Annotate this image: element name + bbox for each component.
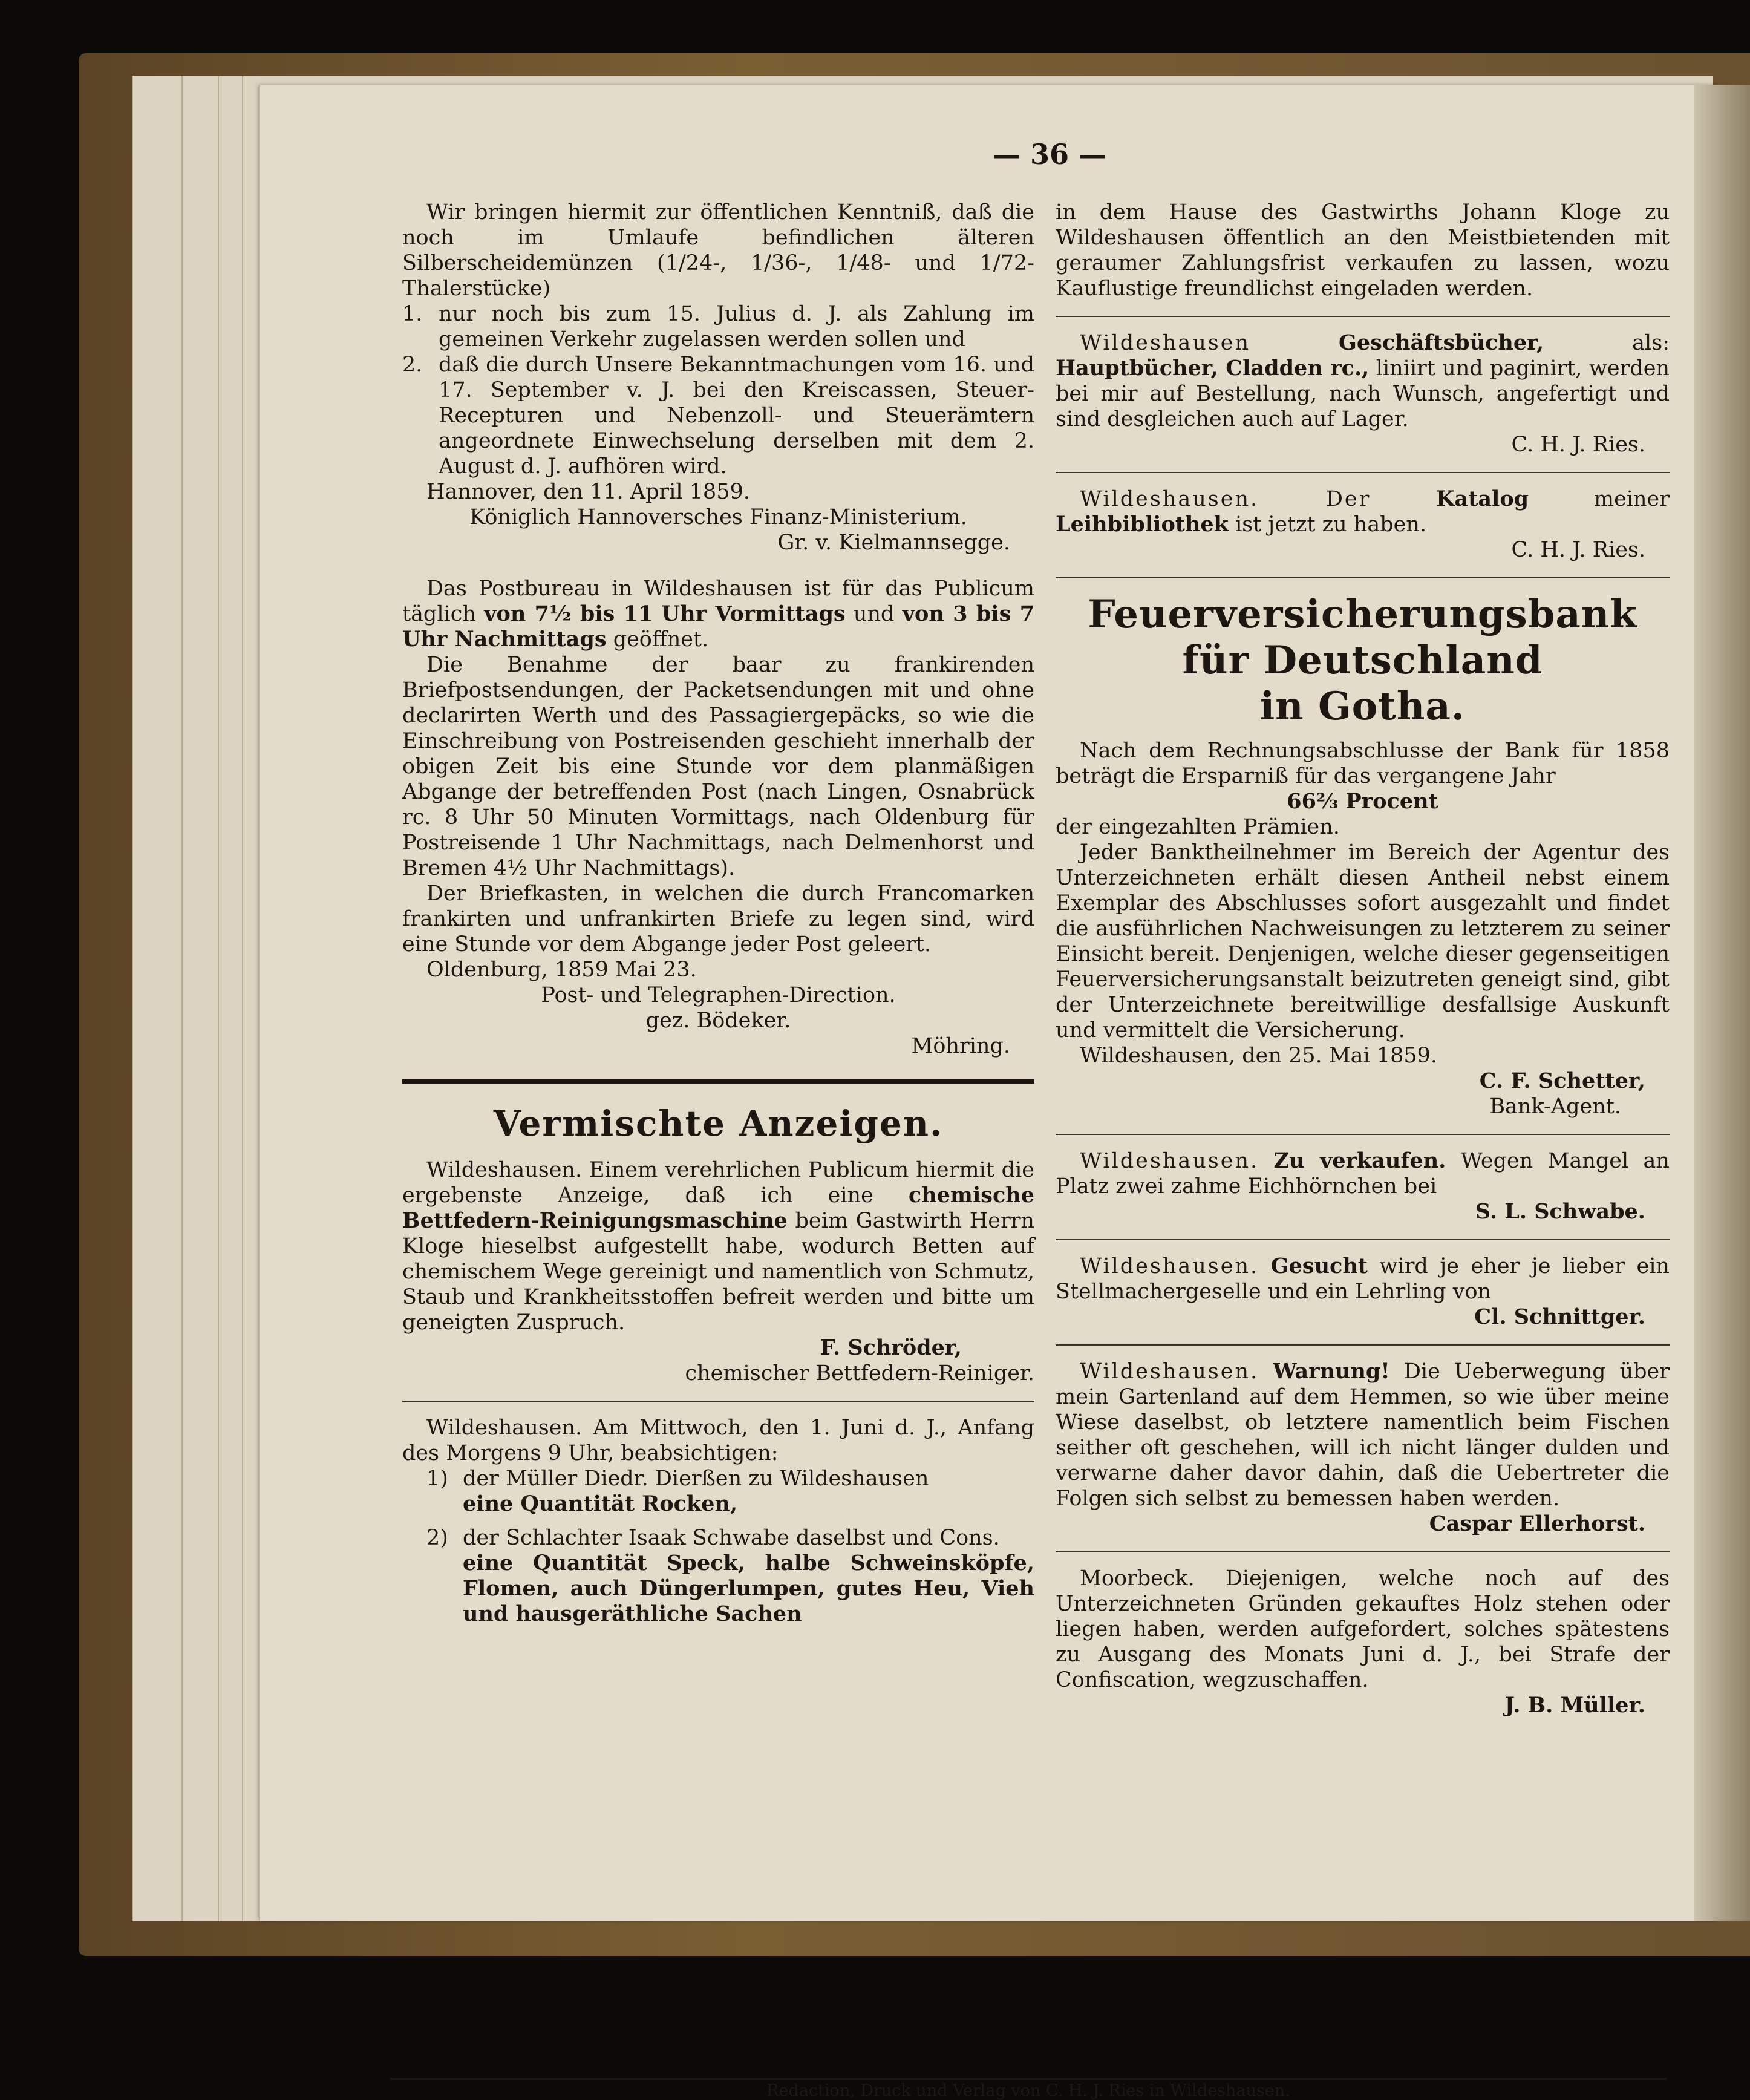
signature: Gr. v. Kielmannsegge. (777, 531, 1010, 555)
divider (402, 1079, 1034, 1084)
ad-title: Feuerversicherungsbank für Deutschland (1088, 592, 1637, 683)
divider (1056, 1134, 1670, 1135)
item-body (463, 1466, 1034, 1517)
signature: C. F. Schetter, (1479, 1068, 1645, 1093)
signature-title: Bank-Agent. (1489, 1094, 1621, 1119)
ad-warning (1056, 1359, 1670, 1537)
post-hours-text (402, 576, 1034, 652)
ad-account-books (1056, 330, 1670, 457)
paragraph (1056, 1359, 1670, 1511)
right-column (1056, 200, 1670, 1718)
text: Wildeshausen. Der (1080, 487, 1371, 511)
authority: Post- und Telegraphen-Direction. (541, 983, 896, 1007)
imprint: Redaction, Druck und Verlag von C. H. J. Ries in Wildeshausen. (766, 2081, 1290, 2100)
ad-bedfeather (402, 1157, 1034, 1386)
signature: C. H. J. Ries. (1511, 538, 1645, 562)
divider (1056, 1344, 1670, 1346)
text: wird je eher je lieber ein Stellmachergeselle und ein Lehrling von (1056, 1254, 1670, 1304)
list-item (402, 301, 1034, 352)
signature: Caspar Ellerhorst. (1429, 1511, 1645, 1536)
place-date: Oldenburg, 1859 Mai 23. (426, 958, 697, 982)
item-goods: eine Quantität Speck, halbe Schweinsköpfe, Flomen, auch Düngerlumpen, gutes Heu, Vieh und hausgeräthliche Sachen (463, 1551, 1034, 1626)
paragraph: Die Benahme der baar zu frankirenden Briefpostsendungen, der Packetsendungen mit und ohne declarirten Werth und des Passagiergepäcks, so wie die Einschreibung von Postreisenden geschieht innerhalb der obigen Zeit bis eine Stunde vor dem planmäßigen Abgange der betreffenden Post (nach Lingen, Osnabrück rc. 8 Uhr 50 Minuten Vormittags, nach Oldenburg für Postreisende 1 Uhr Nachmittags, nach Delmenhorst und Bremen 4½ Uhr Nachmittags). (402, 653, 1034, 880)
paragraph: Wildeshausen. Am Mittwoch, den 1. Juni d. J., Anfang des Morgens 9 Uhr, beabsichtigen: (402, 1416, 1034, 1465)
divider (1056, 316, 1670, 317)
auction-list (402, 1466, 1034, 1627)
text: geöffnet. (613, 627, 709, 652)
text: ist jetzt zu haben. (1235, 512, 1426, 537)
paragraph: Der Briefkasten, in welchen die durch Francomarken frankirten und unfrankirten Briefe zu legen sind, wird eine Stunde vor dem Abgange jeder Post geleert. (402, 882, 1034, 957)
book-gutter (1694, 85, 1750, 1921)
divider (1056, 1551, 1670, 1552)
hours-afternoon: von 3 bis 7 Uhr Nachmittags (402, 601, 1034, 652)
item-number: 1. (402, 302, 423, 326)
item-text: der Müller Diedr. Dierßen zu Wildeshausen (463, 1467, 929, 1491)
paragraph (1056, 330, 1670, 432)
text: liniirt und paginirt, werden bei mir auf Bestellung, nach Wunsch, angefertigt und sind desgleichen auch auf Lager. (1056, 356, 1670, 431)
footer-rule (390, 2078, 1667, 2080)
text: Das Postbureau in Wildeshausen ist für das Publicum täglich (402, 577, 1034, 626)
item-text: daß die durch Unsere Bekanntmachungen vom 16. und 17. September v. J. bei den Kreiscassen, Steuer-Recepturen und Nebenzoll- und Steuerämtern angeordnete Einwechselung derselben mit dem 2. August d. J. aufhören wird. (439, 353, 1034, 479)
signature: F. Schröder, (820, 1335, 962, 1360)
signature: C. H. J. Ries. (1511, 433, 1645, 457)
paragraph: in dem Hause des Gastwirths Johann Kloge zu Wildeshausen öffentlich an den Meistbietenden mit geraumer Zahlungsfrist verkaufen zu lassen, wozu Kauflustige freundlichst eingeladen werden. (1056, 200, 1670, 301)
ad-library (1056, 486, 1670, 563)
notice-list (402, 301, 1034, 479)
item-text: nur noch bis zum 15. Julius d. J. als Zahlung im gemeinen Verkehr zugelassen werden sollen und (439, 302, 1034, 352)
text: Wegen Mangel an Platz zwei zahme Eichhörnchen bei (1056, 1149, 1670, 1199)
place-date: Wildeshausen, den 25. Mai 1859. (1080, 1044, 1438, 1068)
notice-post-office (402, 576, 1034, 1059)
authority: Königlich Hannoversches Finanz-Ministerium. (469, 505, 967, 529)
divider (1056, 472, 1670, 473)
text: und (853, 602, 895, 626)
highlight: Geschäftsbücher, (1338, 330, 1544, 355)
signature: S. L. Schwabe. (1475, 1199, 1645, 1224)
text: Wildeshausen. (1080, 1149, 1259, 1173)
signature: Cl. Schnittger. (1474, 1304, 1645, 1329)
ad-title: in Gotha. (1259, 684, 1466, 729)
paragraph: Moorbeck. Diejenigen, welche noch auf des Unterzeichneten Gründen gekauftes Holz stehen oder liegen haben, werden aufgefordert, solches spätestens zu Ausgang des Monats Juni d. J., bei Strafe der Confiscation, wegzuschaffen. (1056, 1566, 1670, 1692)
highlight: Leihbibliothek (1056, 512, 1229, 537)
highlight: Zu verkaufen. (1273, 1148, 1446, 1173)
notice-intro: Wir bringen hiermit zur öffentlichen Kenntniß, daß die noch im Umlaufe befindlichen älteren Silberscheidemünzen (1/24-, 1/36-, 1/48- und 1/72-Thalerstücke) (402, 200, 1034, 301)
highlight: Warnung! (1273, 1359, 1390, 1384)
text: Wildeshausen. (1080, 1359, 1259, 1384)
item-number: 2) (426, 1526, 448, 1550)
highlight: chemische Bettfedern-Reinigungsmaschine (402, 1183, 1034, 1233)
divider (1056, 1239, 1670, 1240)
paragraph (402, 1157, 1034, 1335)
paragraph (1056, 1254, 1670, 1304)
item-text: der Schlachter Isaak Schwabe daselbst und Cons. (463, 1526, 1000, 1550)
text: Wildeshausen. Einem verehrlichen Publicum hiermit die ergebenste Anzeige, daß ich eine (402, 1158, 1034, 1208)
signature: J. B. Müller. (1504, 1693, 1645, 1718)
text: als: (1632, 331, 1670, 355)
text: Wildeshausen (1080, 331, 1250, 355)
text: beim Gastwirth Herrn Kloge hieselbst aufgestellt habe, wodurch Betten auf chemischem Wege gereinigt und namentlich von Schmutz, Staub und Krankheitsstoffen befreit werden und bitte um geneigten Zuspruch. (402, 1209, 1034, 1335)
paragraph (1056, 1148, 1670, 1199)
list-item (402, 352, 1034, 479)
ad-squirrels (1056, 1148, 1670, 1225)
left-column (402, 200, 1034, 1627)
signature: Möhring. (911, 1034, 1010, 1058)
item-number: 2. (402, 353, 423, 377)
divider (1056, 577, 1670, 578)
highlight: Hauptbücher, Cladden rc., (1056, 356, 1370, 381)
text: Die Ueberwegung über mein Gartenland auf dem Hemmen, so wie über meine Wiese daselbst, ob letztere namentlich beim Fischen seither oft geschehen, will ich nicht länger dulden und verwarne daher davor dahin, daß die Uebertreter die Folgen sich selbst zu bemessen haben werden. (1056, 1359, 1670, 1511)
text: Wildeshausen. (1080, 1254, 1259, 1278)
place-date: Hannover, den 11. April 1859. (426, 480, 750, 504)
signature: gez. Bödeker. (645, 1009, 791, 1033)
ad-auction (402, 1415, 1034, 1627)
section-title: Vermischte Anzeigen. (493, 1103, 944, 1144)
ad-fire-insurance (1056, 592, 1670, 1119)
text: meiner (1593, 487, 1670, 511)
divider (402, 1401, 1034, 1402)
highlight: Gesucht (1270, 1254, 1368, 1278)
item-number: 1) (426, 1467, 448, 1491)
paragraph: Jeder Banktheilnehmer im Bereich der Agentur des Unterzeichneten erhält diesen Antheil nebst einem Exemplar des Abschlusses sofort ausgezahlt und findet die ausführlichen Nachweisungen zu letzterem zu seiner Einsicht bereit. Denjenigen, welche dieser gegenseitigen Feuerversicherungsanstalt beizutreten geneigt sind, gibt der Unterzeichnete bereitwillige desfallsige Auskunft und vermittelt die Versicherung. (1056, 840, 1670, 1042)
signature-title: chemischer Bettfedern-Reiniger. (685, 1361, 1034, 1385)
highlight: 66⅔ Procent (1287, 789, 1438, 814)
ad-wanted (1056, 1254, 1670, 1330)
item-goods: eine Quantität Rocken, (463, 1491, 738, 1516)
paragraph: Nach dem Rechnungsabschlusse der Bank für 1858 beträgt die Ersparniß für das vergangene Jahr (1056, 739, 1670, 788)
notice-silver-coins (402, 200, 1034, 555)
list-item (426, 1525, 1034, 1627)
highlight: Katalog (1436, 486, 1529, 511)
page-number: — 36 — (992, 138, 1107, 171)
item-body (463, 1525, 1034, 1627)
ad-moorbeck (1056, 1566, 1670, 1718)
list-item (426, 1466, 1034, 1517)
paragraph (1056, 486, 1670, 537)
paragraph: der eingezahlten Prämien. (1056, 815, 1340, 839)
hours-morning: von 7½ bis 11 Uhr Vormittags (484, 601, 846, 626)
